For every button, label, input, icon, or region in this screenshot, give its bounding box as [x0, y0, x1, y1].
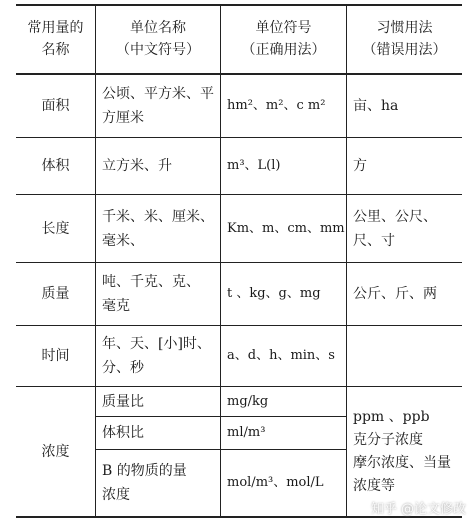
- unit-name-mass-ratio: 质量比: [102, 393, 144, 410]
- unit-name-line: 毫克: [102, 298, 130, 314]
- unit-name-line: 公顷、平方米、平: [102, 86, 214, 102]
- unit-name-mass: [96, 263, 220, 325]
- header-text: 习惯用法: [376, 20, 433, 36]
- header-unit-name: [96, 5, 220, 73]
- unit-name-line: 吨、千克、克、: [102, 274, 200, 290]
- unit-symbol-length: Km、m、cm、mm: [227, 220, 345, 236]
- unit-symbol-area: hm²、m²、c m²: [227, 98, 326, 113]
- unit-symbol-amount-concentration: mol/m³、mol/L: [227, 475, 324, 490]
- habit-line: 公里、公尺、: [353, 208, 437, 225]
- habit-length: [347, 195, 462, 262]
- habit-area: 亩、ha: [353, 98, 399, 114]
- header-habit: [347, 5, 462, 73]
- header-unit-symbol: [221, 5, 346, 73]
- quantity-area: 面积: [41, 98, 70, 114]
- header-text: 单位名称: [130, 20, 186, 36]
- unit-name-amount-concentration: [96, 450, 220, 516]
- unit-name-line: 浓度: [102, 487, 130, 503]
- quantity-length: 长度: [41, 220, 70, 237]
- unit-name-line: B 的物质的量: [102, 463, 187, 479]
- unit-symbol-mass: t 、kg、g、mg: [227, 286, 321, 301]
- unit-symbol-volume-ratio: ml/m³: [227, 425, 266, 440]
- habit-volume: 方: [353, 158, 367, 174]
- quantity-time: 时间: [41, 348, 70, 364]
- habit-line: 摩尔浓度、当量: [353, 454, 451, 471]
- habit-line: 克分子浓度: [353, 431, 423, 448]
- unit-symbol-mass-ratio: mg/kg: [227, 393, 269, 409]
- header-quantity: [16, 5, 95, 73]
- unit-name-line: 分、秒: [102, 360, 144, 376]
- habit-concentration: [347, 387, 462, 516]
- unit-name-line: 方厘米: [102, 110, 144, 126]
- habit-line: 浓度等: [353, 477, 395, 494]
- habit-time: [347, 326, 462, 386]
- unit-name-line: 毫米、: [102, 232, 144, 249]
- quantity-mass: 质量: [41, 286, 70, 302]
- header-text: （中文符号）: [116, 42, 200, 58]
- header-text: （错误用法）: [362, 42, 447, 58]
- header-text: 常用量的: [27, 20, 84, 36]
- quantity-volume: 体积: [41, 158, 70, 174]
- unit-name-volume-ratio: 体积比: [102, 425, 144, 441]
- unit-name-area: [96, 75, 220, 137]
- unit-symbol-volume: m³、L(l): [227, 158, 281, 173]
- header-text: 单位符号: [255, 20, 312, 36]
- watermark-text: 知乎 @论文修改: [370, 502, 466, 517]
- header-text: （正确用法）: [241, 42, 326, 58]
- unit-name-volume: 立方米、升: [102, 158, 172, 174]
- unit-name-line: 千米、米、厘米、: [102, 208, 214, 225]
- header-text: 名称: [41, 42, 70, 58]
- unit-name-length: [96, 195, 220, 262]
- habit-line: 尺、寸: [353, 232, 395, 249]
- quantity-concentration: 浓度: [41, 443, 70, 460]
- habit-line: ppm 、ppb: [353, 408, 430, 425]
- unit-symbol-time: a、d、h、min、s: [227, 348, 335, 363]
- unit-name-line: 年、天、[小]时、: [102, 336, 211, 352]
- habit-mass: 公斤、斤、两: [353, 286, 437, 302]
- unit-name-time: [96, 326, 220, 386]
